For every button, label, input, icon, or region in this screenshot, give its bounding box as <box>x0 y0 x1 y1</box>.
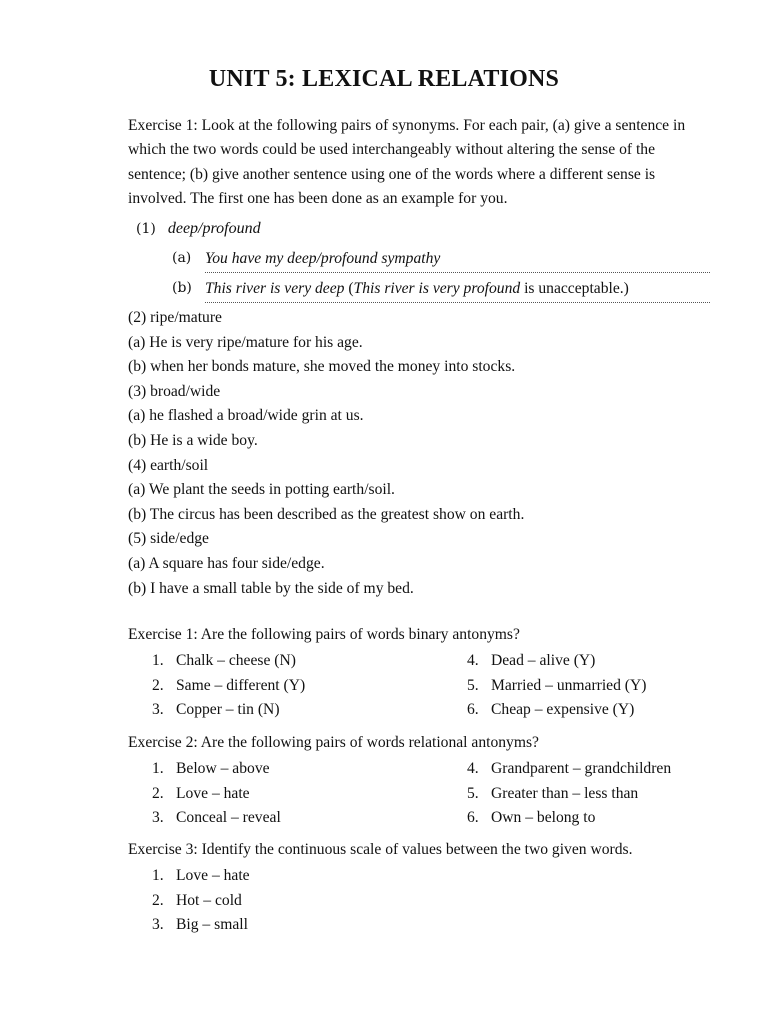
list-item: (4) earth/soil <box>128 456 209 474</box>
list-item: 2. Love – hate <box>152 784 250 802</box>
list-item: (2) ripe/mature <box>128 309 222 326</box>
list-item: (5) side/edge <box>128 530 209 548</box>
list-item: 4. Dead – alive (Y) <box>467 652 596 669</box>
synonym-answers <box>128 306 728 601</box>
binary-antonyms-left <box>152 649 305 723</box>
example-b-italic-2: This river is very profound <box>353 280 521 297</box>
list-item: (b) when her bonds mature, she moved the money into stocks. <box>128 358 516 376</box>
example-line-b <box>172 280 710 304</box>
example-a-tag: (a) <box>172 250 192 266</box>
list-item: (b) He is a wide boy. <box>128 431 258 449</box>
binary-antonyms-heading: Exercise 1: Are the following pairs of words binary antonyms? <box>128 626 520 643</box>
list-item: (b) I have a small table by the side of my bed. <box>128 579 414 597</box>
list-item: 2. Same – different (Y) <box>152 676 306 694</box>
list-item: 1. Below – above <box>152 760 270 777</box>
list-item: 3. Conceal – reveal <box>152 809 281 827</box>
example-b-italic-1: This river is very deep <box>205 280 345 297</box>
example-a-answer <box>205 250 710 273</box>
list-item: 5. Greater than – less than <box>467 784 639 802</box>
example-number: (1) <box>136 221 156 237</box>
list-item: 5. Married – unmarried (Y) <box>467 676 647 694</box>
list-item: 2. Hot – cold <box>152 891 242 909</box>
example-b-answer <box>205 280 710 303</box>
exercise-synonyms-intro: Exercise 1: Look at the following pairs of synonyms. For each pair, (a) give a sentence in which the two words could be used interchangeably without altering the sense of the sentence; (b) give another sentence using one of the words where a different sense is involved. The first one has been done as an example for you. <box>128 117 686 207</box>
example-line-a <box>172 250 710 274</box>
scale-heading: Exercise 3: Identify the continuous scale of values between the two given words. <box>128 841 633 858</box>
list-item: (3) broad/wide <box>128 382 221 400</box>
example-label <box>136 220 261 238</box>
relational-antonyms-left <box>152 757 281 831</box>
example-b-tag: (b) <box>172 280 192 296</box>
list-item: 1. Love – hate <box>152 867 250 884</box>
binary-antonyms-right <box>467 649 646 723</box>
list-item: (b) The circus has been described as the greatest show on earth. <box>128 505 525 523</box>
page-title: UNIT 5: LEXICAL RELATIONS <box>208 66 560 92</box>
example-b-rest: is unacceptable.) <box>520 280 629 297</box>
list-item: (a) We plant the seeds in potting earth/soil. <box>128 481 395 499</box>
example-a-text: You have my deep/profound sympathy <box>205 250 441 267</box>
list-item: 1. Chalk – cheese (N) <box>152 652 296 669</box>
list-item: 3. Big – small <box>152 916 248 934</box>
list-item: 3. Copper – tin (N) <box>152 701 280 719</box>
scale-list <box>152 864 250 938</box>
example-b-paren: ( <box>344 280 354 297</box>
list-item: (a) he flashed a broad/wide grin at us. <box>128 407 364 425</box>
list-item: 6. Own – belong to <box>467 809 596 827</box>
list-item: 6. Cheap – expensive (Y) <box>467 701 635 719</box>
list-item: (a) He is very ripe/mature for his age. <box>128 333 363 351</box>
relational-antonyms-heading: Exercise 2: Are the following pairs of words relational antonyms? <box>128 734 539 751</box>
relational-antonyms-right <box>467 757 671 831</box>
example-pair: deep/profound <box>167 220 261 237</box>
list-item: 4. Grandparent – grandchildren <box>467 760 672 777</box>
list-item: (a) A square has four side/edge. <box>128 554 325 572</box>
